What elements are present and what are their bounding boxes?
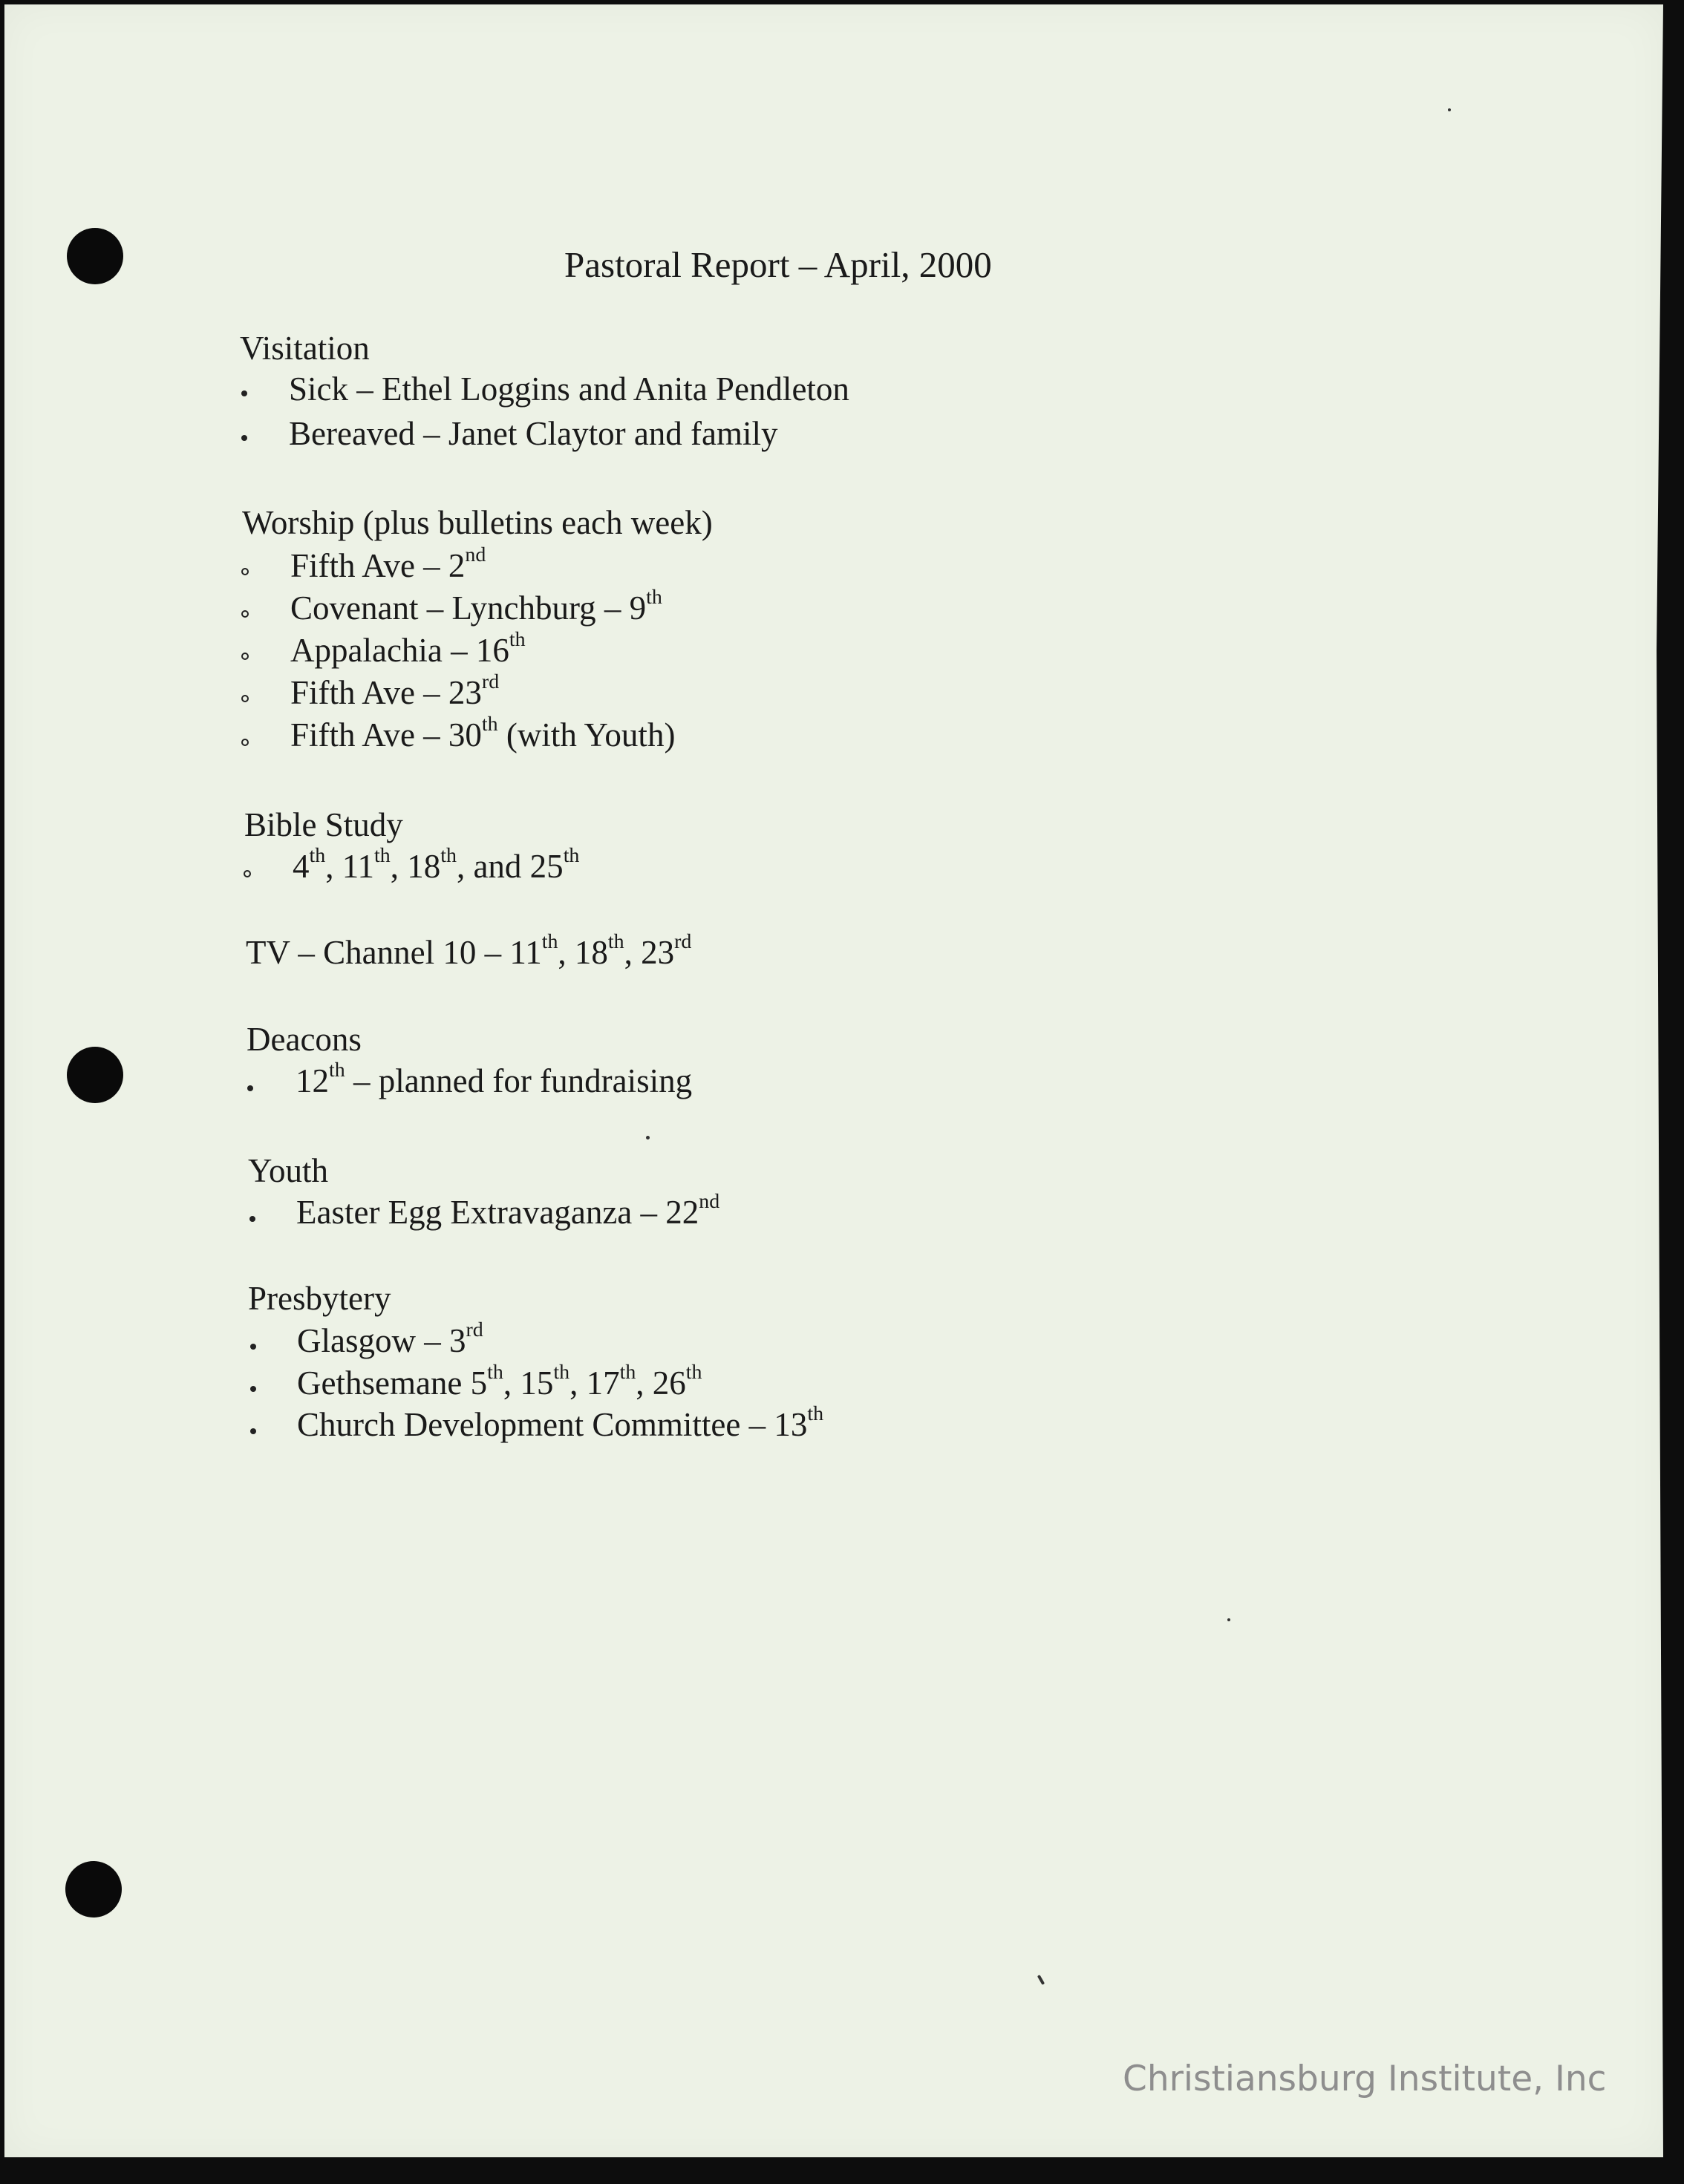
section-heading-tv: TV – Channel 10 – 11th, 18th, 23rd [246,930,692,971]
list-bullet [244,870,251,877]
section-heading-youth: Youth [248,1152,328,1189]
archive-watermark: Christiansburg Institute, Inc [1123,2059,1607,2099]
list-item: 12th – planned for fundraising [296,1059,693,1099]
punch-hole-bottom [65,1861,122,1917]
list-item: Easter Egg Extravaganza – 22nd [296,1190,720,1231]
list-bullet [250,1344,256,1350]
list-item: Fifth Ave – 2nd [290,543,486,584]
paper-speck [646,1136,650,1140]
list-item: Church Development Committee – 13th [297,1402,824,1443]
list-item: Fifth Ave – 23rd [290,670,500,711]
list-bullet [249,1216,255,1222]
paper-speck [1227,1618,1230,1621]
list-item: 4th, 11th, 18th, and 25th [293,844,580,885]
paper-sheet [4,4,1663,2157]
list-bullet [241,568,249,575]
list-bullet [241,739,249,746]
punch-hole-top [67,228,123,284]
section-heading-worship: Worship (plus bulletins each week) [242,504,713,541]
list-bullet [241,610,249,618]
section-heading-presbytery: Presbytery [248,1280,391,1317]
list-item: Sick – Ethel Loggins and Anita Pendleton [289,370,849,408]
list-item: Gethsemane 5th, 15th, 17th, 26th [297,1361,702,1402]
section-heading-deacons: Deacons [247,1021,362,1058]
list-bullet [241,390,247,396]
list-item: Fifth Ave – 30th (with Youth) [290,713,676,753]
list-item: Bereaved – Janet Claytor and family [289,415,778,452]
section-heading-visitation: Visitation [240,330,370,367]
list-item: Glasgow – 3rd [297,1318,483,1359]
list-bullet [241,653,249,660]
page-title: Pastoral Report – April, 2000 [564,244,992,285]
list-bullet [250,1386,256,1392]
punch-hole-middle [67,1047,123,1103]
list-bullet [241,435,247,441]
list-bullet [247,1085,253,1091]
list-bullet [250,1428,256,1434]
paper-speck [1448,108,1451,111]
section-heading-bible-study: Bible Study [244,806,403,843]
list-item: Appalachia – 16th [290,628,526,669]
list-item: Covenant – Lynchburg – 9th [290,586,662,627]
list-bullet [241,695,249,702]
